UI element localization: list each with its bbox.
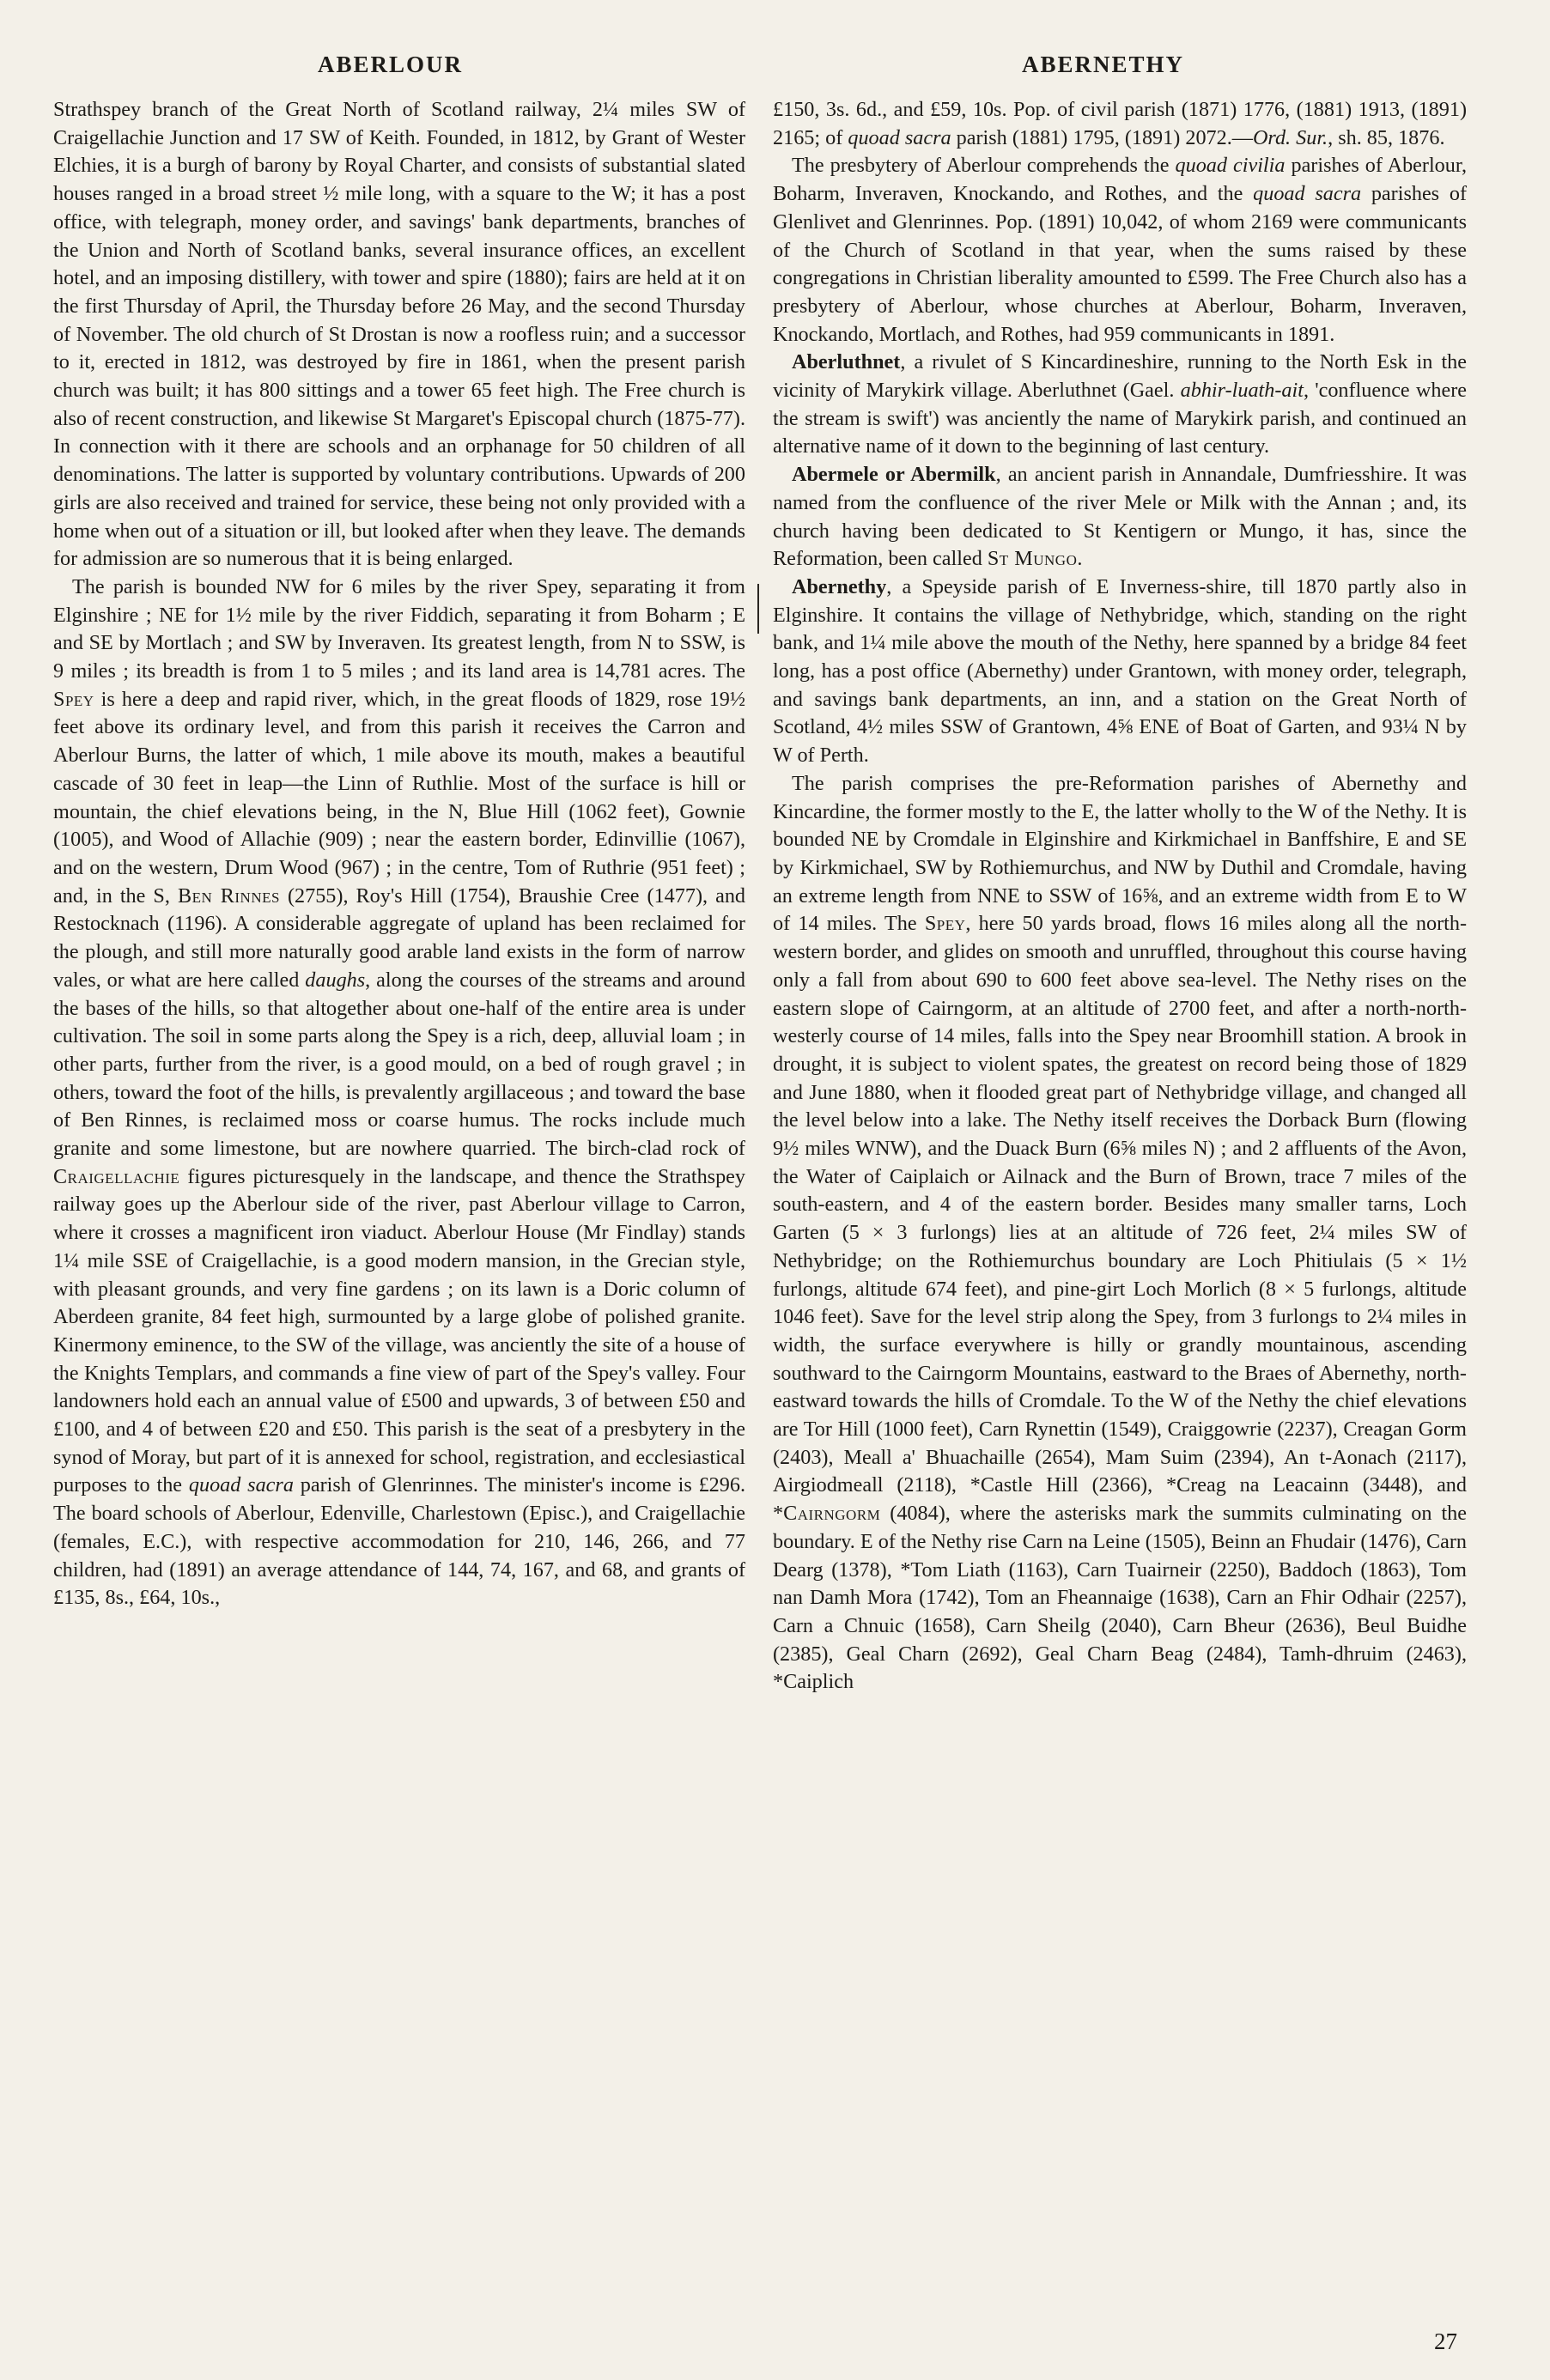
paragraph-aberlour-village: Strathspey branch of the Great North of Scotland railway, 2¼ miles SW of Craigellachie Junction and 17 SW of Keith. Founded, in 1812, by Grant of Wester Elchies, it is a burgh of barony by Royal Charter, and consists of substantial slated houses ranged in a broad street ½ mile long, with a square to the W; it has a post office, with telegraph, money order, and savings' bank departments, branches of the Union and North of Scotland banks, several insurance offices, an excellent hotel, and an imposing distillery, with tower and spire (1880); fairs are held at it on the first Thursday of April, the Thursday before 26 May, and the second Thursday of November. The old church of St Drostan is now a roofless ruin; and a successor to it, erected in 1812, was destroyed by fire in 1861, when the present parish church was built; it has 800 sittings and a tower 65 feet high. The Free church is also of recent construction, and likewise St Margaret's Episcopal church (1875-77). In connection with it there are schools and an orphanage for 50 children of all denominations. The latter is supported by voluntary contributions. Upwards of 200 girls are also received and trained for service, these being not only provided with a home when out of a situation or ill, but looked after when they leave. The demands for admission are so numerous that it is being enlarged. xyxy=(53,98,745,571)
entry-aberluthnet: Aberluthnet, a rivulet of S Kincardineshire, running to the North Esk in the vicinity of Marykirk village. Aberluthnet (Gael. abhir-luath-ait, 'confluence where the stream is swift') was anciently the name of Marykirk parish, and continued an alternative name of it down to the beginning of last century. xyxy=(773,350,1467,458)
paragraph-aberlour-parish: The parish is bounded NW for 6 miles by the river Spey, separating it from Elginshire ; NE for 1½ mile by the river Fiddich, separating it from Boharm ; E and SE by Mortlach ; and SW by Inveraven. Its greatest length, from N to SSW, is 9 miles ; its breadth is from 1 to 5 miles ; and its land area is 14,781 acres. The Spey is here a deep and rapid river, which, in the great floods of 1829, rose 19½ feet above its ordinary level, and from this parish it receives the Carron and Aberlour Burns, the latter of which, 1 mile above its mouth, makes a beautiful cascade of 30 feet in leap—the Linn of Ruthlie. Most of the surface is hill or mountain, the chief elevations being, in the N, Blue Hill (1062 feet), Gownie (1005), and Wood of Allachie (909) ; near the eastern border, Edinvillie (1067), and on the western, Drum Wood (967) ; in the centre, Tom of Ruthrie (951 feet) ; and, in the S, Ben Rinnes (2755), Roy's Hill (1754), Braushie Cree (1477), and Restocknach (1196). A considerable aggregate of upland has been reclaimed for the plough, and still more naturally good arable land exists in the form of narrow vales, or what are here called daughs, along the courses of the streams and around the bases of the hills, so that altogether about one-half of the entire area is under cultivation. The soil in some parts along the Spey is a rich, deep, alluvial loam ; in other parts, further from the river, is a good mould, on a bed of rough gravel ; in others, toward the foot of the hills, is prevalently argillaceous ; and toward the base of Ben Rinnes, is reclaimed moss or coarse humus. The rocks include much granite and some limestone, but are nowhere quarried. The birch-clad rock of Craigellachie figures picturesquely in the landscape, and thence the Strathspey railway goes up the Aberlour side of the river, past Aberlour village to Carron, where it crosses a magnificent iron viaduct. Aberlour House (Mr Findlay) stands 1¼ mile SSE of Craigellachie, is a good modern mansion, in the Grecian style, with pleasant grounds, and very fine gardens ; on its lawn is a Doric column of Aberdeen granite, 84 feet high, surmounted by a large globe of polished granite. Kinermony eminence, to the SW of the village, was anciently the site of a house of the Knights Templars, and commands a fine view of part of the Spey's valley. Four landowners hold each an annual value of £500 and upwards, 3 of between £50 and £100, and 4 of between £20 and £50. This parish is the seat of a presbytery in the synod of Moray, but part of it is annexed for school, registration, and ecclesiastical purposes to the quoad sacra parish of Glenrinnes. The minister's income is £296. The board schools of Aberlour, Edenville, Charlestown (Episc.), and Craigellachie (females, E.C.), with respective accommodation for 210, 146, 266, and 77 children, had (1891) an average attendance of 144, 74, 167, and 68, and grants of £135, 8s., £64, 10s., xyxy=(53,574,746,1610)
ref-craigellachie: Craigellachie xyxy=(53,1164,180,1188)
paragraph-population: £150, 3s. 6d., and £59, 10s. Pop. of civil parish (1871) 1776, (1881) 1913, (1891) 2165; of quoad sacra parish (1881) 1795, (1891) 2072.—Ord. Sur., sh. 85, 1876. xyxy=(773,98,1467,149)
entry-abermele: Abermele or Abermilk, an ancient parish in Annandale, Dumfriesshire. It was named from the confluence of the river Mele or Milk with the Annan ; and, its church having been dedicated to St Kentigern or Mungo, it has, since the Reformation, been called St Mungo. xyxy=(773,463,1467,571)
ref-cairngorm: Cairngorm xyxy=(783,1502,881,1526)
entry-heading: Abernethy xyxy=(792,574,887,598)
entry-heading: Aberluthnet xyxy=(792,350,901,374)
ref-spey: Spey xyxy=(53,687,94,711)
term-daughs: daughs xyxy=(305,968,366,992)
ref-ben-rinnes: Ben Rinnes xyxy=(177,883,280,908)
page-number: 27 xyxy=(1434,2328,1457,2354)
paragraph-presbytery: The presbytery of Aberlour comprehends the quoad civilia parishes of Aberlour, Boharm, Inveraven, Knockando, and Rothes, and the quoad sacra parishes of Glenlivet and Glenrinnes. Pop. (1891) 10,042, of whom 2169 were communicants of the Church of Scotland in that year, when the sums raised by these congregations in Christian liberality amounted to £599. The Free Church also has a presbytery of Aberlour, whose churches at Aberlour, Boharm, Inveraven, Knockando, Mortlach, and Rothes, had 959 communicants in 1891. xyxy=(773,154,1468,346)
entry-abernethy: Abernethy, a Speyside parish of E Inverness-shire, till 1870 partly also in Elginshire. It contains the village of Nethybridge, which, standing on the right bank, and 1¼ mile above the mouth of the Nethy, here spanned by a bridge 84 feet long, has a post office (Abernethy) under Grantown, with money order, telegraph, and savings bank departments, an inn, and a station on the Great North of Scotland, 4½ miles SSW of Grantown, 4⅝ ENE of Boat of Garten, and 93¼ N by W of Perth. xyxy=(773,574,1467,768)
entry-heading: Abermele or Abermilk xyxy=(792,463,996,487)
ref-st-mungo: St Mungo xyxy=(987,547,1078,571)
paragraph-abernethy-parish: The parish comprises the pre-Reformation parishes of Abernethy and Kincardine, the former mostly to the E, the latter wholly to the W of the Nethy. It is bounded NE by Cromdale in Elginshire and Kirkmichael in Banffshire, E and SE by Kirkmichael, SW by Rothiemurchus, and NW by Duthil and Cromdale, having an extreme length from NNE to SSW of 16⅝, and an extreme width from E to W of 14 miles. The Spey, here 50 yards broad, flows 16 miles along all the north-western border, and glides on smooth and unruffled, throughout this course having only a fall from about 690 to 600 feet above sea-level. The Nethy rises on the eastern slope of Cairngorm, at an altitude of 2700 feet, and after a north-north-westerly course of 14 miles, falls into the Spey near Broomhill station. A brook in drought, it is subject to violent spates, the greatest on record being those of 1829 and June 1880, when it flooded great part of Nethybridge village, and changed all the level below into a lake. The Nethy itself receives the Dorback Burn (flowing 9½ miles WNW), and the Duack Burn (6⅝ miles N) ; and 2 affluents of the Avon, the Water of Caiplaich or Ailnack and the Burn of Brown, trace 7 miles of the south-eastern, and 4 of the eastern border. Besides many smaller tarns, Loch Garten (5 × 3 furlongs) lies at an altitude of 726 feet, 2¼ miles SW of Nethybridge; on the Rothiemurchus boundary are Loch Phitiulais (5 × 1½ furlongs, altitude 674 feet), and pine-girt Loch Morlich (8 × 5 furlongs, altitude 1046 feet). Save for the level strip along the Spey, from 3 furlongs to 2¼ miles in width, the surface everywhere is hilly or grandly mountainous, ascending southward to the Cairngorm Mountains, eastward to the Braes of Abernethy, north-eastward towards the hills of Cromdale. To the W of the Nethy the chief elevations are Tor Hill (1000 feet), Carn Rynettin (1549), Craiggowrie (2237), Creagan Gorm (2403), Meall a' Bhuachaille (2654), Mam Suim (2394), An t-Aonach (2117), Airgiodmeall (2118), *Castle Hill (2366), *Creag na Leacainn (3448), and *Cairngorm (4084), where the asterisks mark the summits culminating on the boundary. E of the Nethy rise Carn na Leine (1505), Beinn an Fhudair (1476), Carn Dearg (1378), *Tom Liath (1163), Carn Tuairneir (2250), Baddoch (1863), Tom nan Damh Mora (1742), Tom an Fheannaige (1638), Carn an Fhir Odhair (2257), Carn a Chnuic (1658), Carn Sheilg (2040), Carn Bheur (2636), Beul Buidhe (2385), Geal Charn (2692), Geal Charn Beag (2484), Tamh-dhruim (2463), *Caiplich xyxy=(773,771,1468,1694)
running-head-left: ABERLOUR xyxy=(318,52,464,77)
right-column xyxy=(773,96,1467,1697)
ref-spey: Spey xyxy=(924,912,966,936)
column-rule xyxy=(757,584,759,634)
left-column xyxy=(53,96,745,1612)
term-quoad-sacra: quoad sacra xyxy=(188,1473,294,1497)
running-head-right: ABERNETHY xyxy=(1022,52,1185,77)
